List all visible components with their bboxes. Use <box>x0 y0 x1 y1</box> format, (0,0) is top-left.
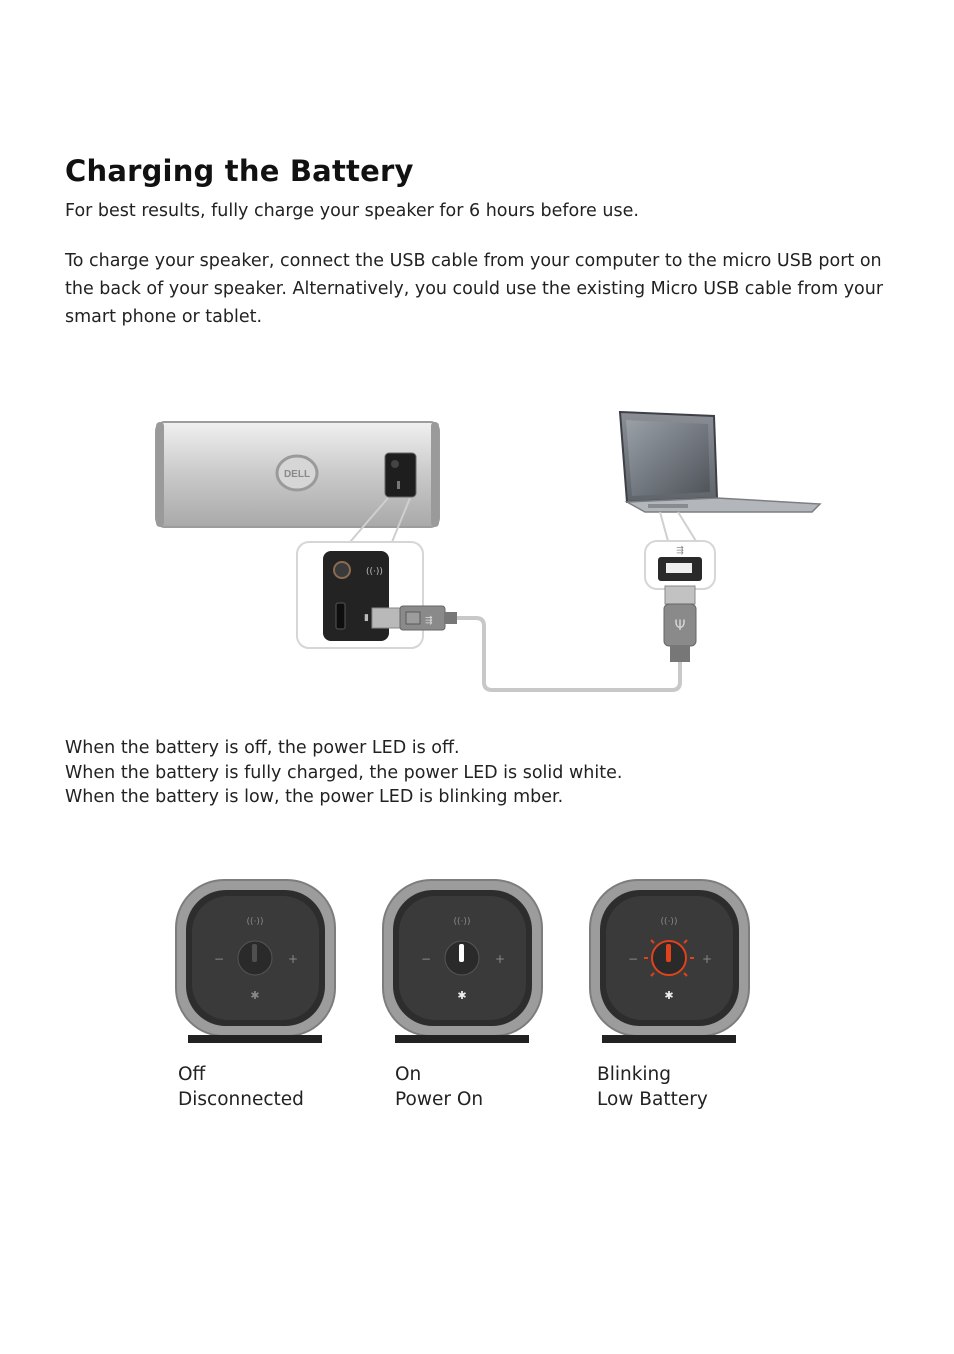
svg-text:+: + <box>288 952 299 966</box>
svg-text:((·)): ((·)) <box>366 567 383 577</box>
svg-text:+: + <box>495 952 506 966</box>
svg-text:−: − <box>421 952 432 966</box>
status-line: When the battery is off, the power LED is off. <box>65 738 460 758</box>
led-caption-on <box>395 1062 483 1112</box>
charging-instructions: To charge your speaker, connect the USB cable from your computer to the micro USB port on the back of your speaker. Alternatively, you could use the existing Micro USB cable from your smart phone or tablet. <box>65 251 884 327</box>
led-state-label: Off <box>178 1064 206 1085</box>
svg-text:−: − <box>628 952 639 966</box>
svg-text:−: − <box>214 952 225 966</box>
svg-text:✱: ✱ <box>664 989 674 1002</box>
svg-text:((·)): ((·)) <box>246 917 264 927</box>
status-line: When the battery is low, the power LED is blinking mber. <box>65 787 564 807</box>
charging-connection-diagram <box>0 400 954 720</box>
led-state-label: Blinking <box>597 1064 672 1085</box>
speaker-top-on <box>383 880 542 1043</box>
led-state-label: On <box>395 1064 422 1085</box>
led-state-meaning: Low Battery <box>597 1089 708 1110</box>
led-caption-off <box>178 1062 304 1112</box>
svg-text:+: + <box>702 952 713 966</box>
svg-text:▮: ▮ <box>364 613 369 623</box>
led-state-meaning: Power On <box>395 1089 484 1110</box>
intro-paragraph: For best results, fully charge your speaker for 6 hours before use. <box>65 201 639 221</box>
led-state-meaning: Disconnected <box>178 1089 304 1110</box>
laptop-illustration <box>620 412 820 512</box>
svg-text:((·)): ((·)) <box>660 917 678 927</box>
led-status-description <box>65 736 622 810</box>
svg-text:✱: ✱ <box>250 989 260 1002</box>
led-caption-blinking <box>597 1062 708 1112</box>
speaker-top-off <box>176 880 335 1043</box>
svg-text:✱: ✱ <box>457 989 467 1002</box>
speaker-top-blinking <box>590 880 749 1043</box>
brand-logo: DELL <box>283 469 311 480</box>
svg-text:⇶: ⇶ <box>425 616 433 626</box>
svg-text:((·)): ((·)) <box>453 917 471 927</box>
page-title: Charging the Battery <box>65 154 414 188</box>
svg-text:Ψ: Ψ <box>674 618 686 634</box>
speaker-illustration <box>156 422 439 527</box>
status-line: When the battery is fully charged, the power LED is solid white. <box>65 762 623 783</box>
svg-text:⇶: ⇶ <box>676 546 684 556</box>
led-state-illustrations <box>0 875 954 1075</box>
